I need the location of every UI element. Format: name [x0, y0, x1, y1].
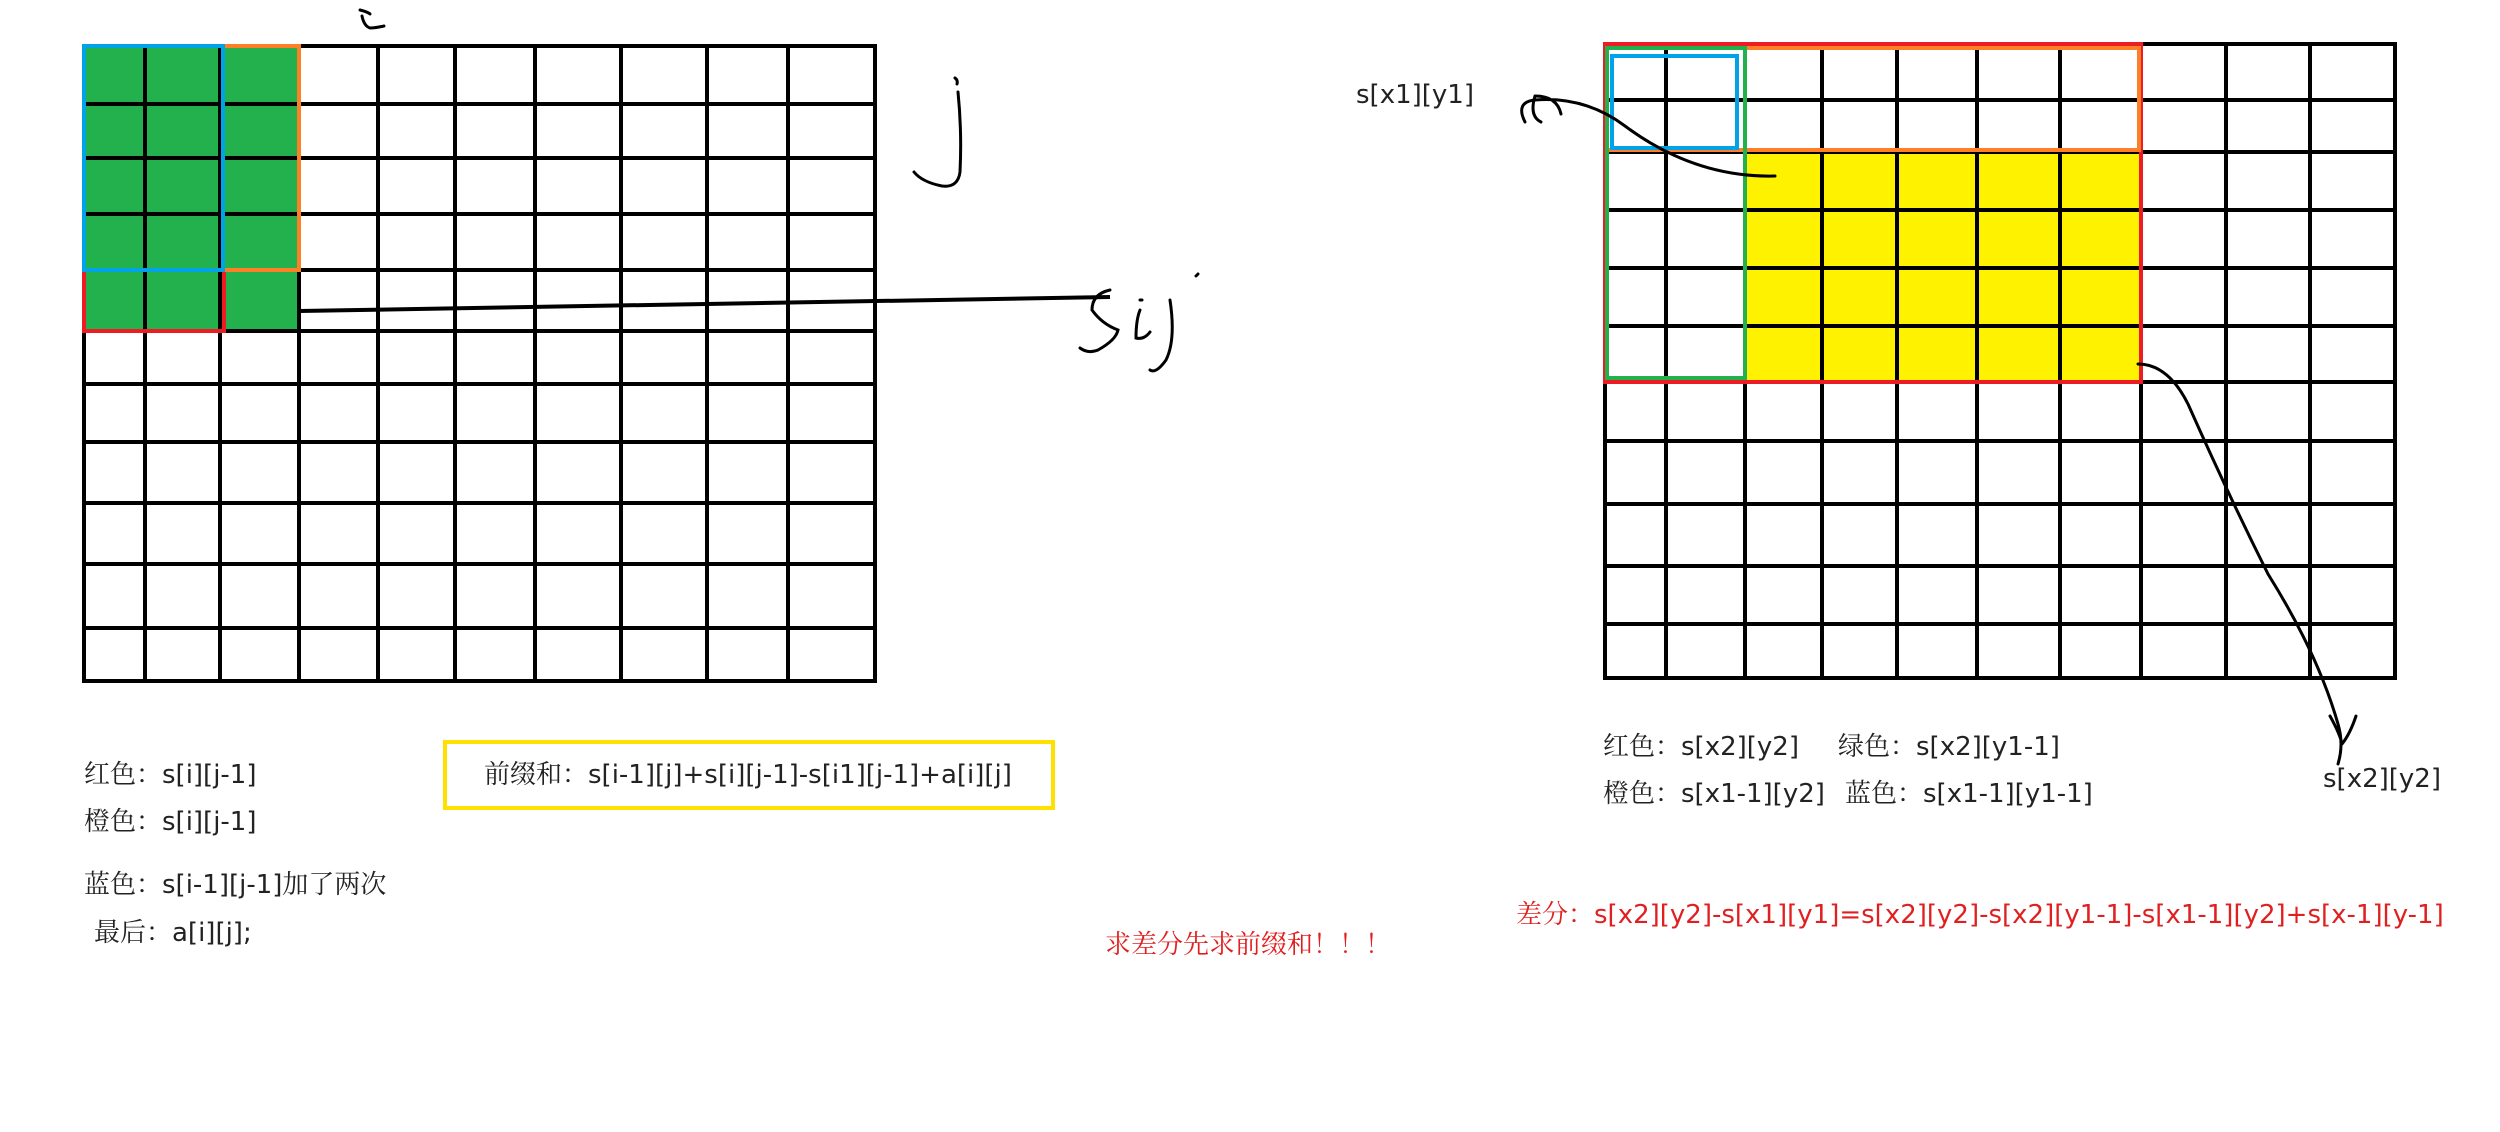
label-s-x1-y1: s[x1][y1] [1356, 80, 1474, 110]
right-legend-red: 红色：s[x2][y2] [1603, 732, 1799, 762]
right-legend-blue: 蓝色：s[x1-1][y1-1] [1845, 779, 2093, 809]
left-green-fill [84, 46, 299, 331]
left-legend-blue: 蓝色：s[i-1][j-1]加了两次 [84, 870, 387, 900]
left-connector-line [299, 297, 1110, 311]
handwritten-j-mark [914, 78, 961, 186]
prefix-sum-formula: 前缀和：s[i-1][j]+s[i][j-1]-s[i1][j-1]+a[i][j] [484, 760, 1012, 790]
left-legend-red: 红色：s[i][j-1] [84, 760, 257, 790]
left-handwriting [360, 10, 1198, 371]
note-text: 求差分先求前缀和！！！ [1105, 930, 1392, 960]
handwritten-sij-mark [1080, 274, 1198, 371]
handwritten-i-mark [360, 10, 384, 28]
right-legend-green: 绿色：s[x2][y1-1] [1838, 732, 2060, 762]
left-legend-orange: 橙色：s[i][j-1] [84, 807, 257, 837]
right-legend-orange: 橙色：s[x1-1][y2] [1603, 779, 1825, 809]
left-legend-last: 最后：a[i][j]; [94, 918, 252, 948]
right-green-outline [1607, 48, 1745, 378]
left-grid [84, 46, 1110, 681]
right-grid [1605, 44, 2395, 678]
label-s-x2-y2: s[x2][y2] [2323, 764, 2441, 794]
difference-formula: 差分：s[x2][y2]-s[x1][y1]=s[x2][y2]-s[x2][y1-1]-s[x1-1][y2]+s[x-1][y-1] [1516, 900, 2444, 930]
